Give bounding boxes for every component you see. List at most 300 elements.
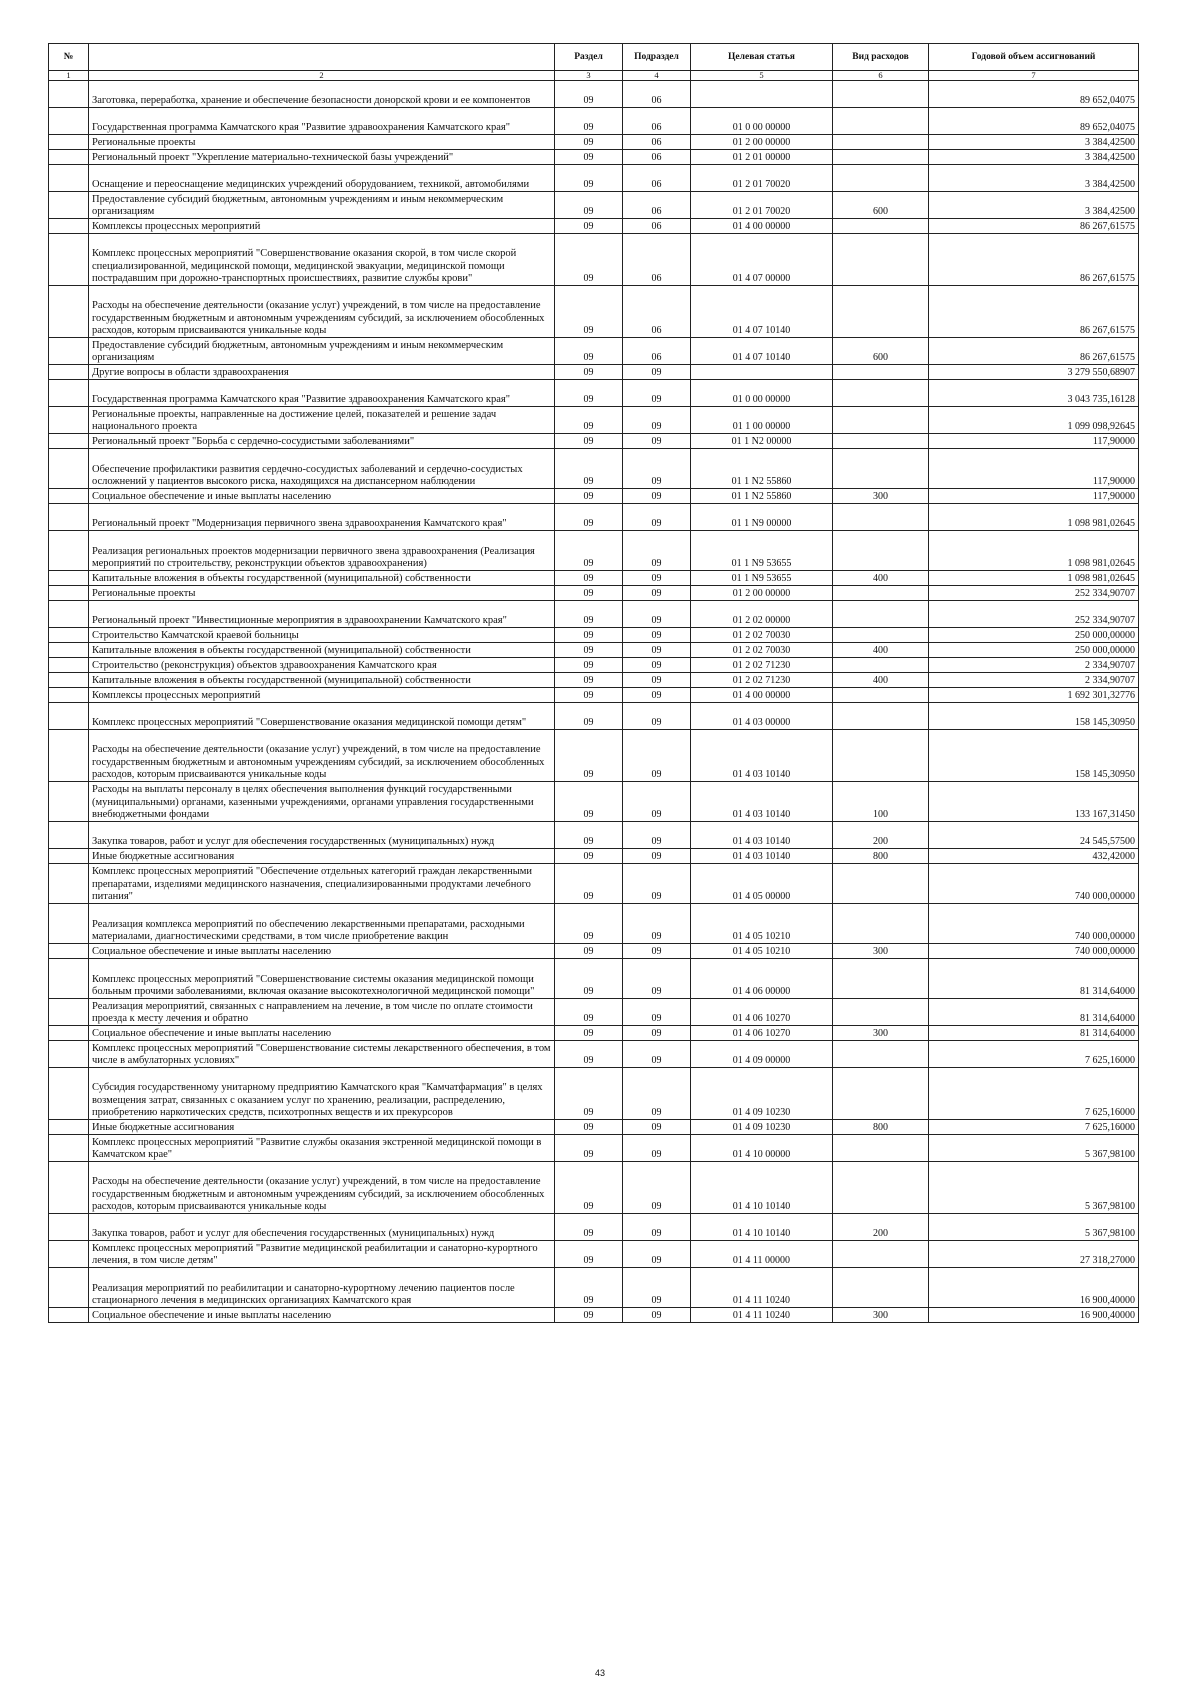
row-subsection-cell: 09 bbox=[623, 864, 691, 904]
row-subsection-cell: 06 bbox=[623, 192, 691, 219]
row-number-cell bbox=[49, 1041, 89, 1068]
row-subsection-cell: 06 bbox=[623, 338, 691, 365]
row-target-cell: 01 2 02 71230 bbox=[691, 673, 833, 688]
budget-table-page bbox=[48, 43, 1138, 1323]
table-row bbox=[49, 150, 1139, 165]
row-subsection-cell: 09 bbox=[623, 904, 691, 944]
row-target-cell: 01 4 07 10140 bbox=[691, 338, 833, 365]
row-section-cell: 09 bbox=[555, 586, 623, 601]
table-row bbox=[49, 407, 1139, 434]
row-amount-cell: 117,90000 bbox=[929, 449, 1139, 489]
table-row bbox=[49, 1308, 1139, 1323]
row-expense-type-cell bbox=[833, 1162, 929, 1214]
row-name-cell: Расходы на обеспечение деятельности (оказание услуг) учреждений, в том числе на предоставление государственным бюджетным и автономным учреждениям субсидий, за исключением обособленных расходов, которым присваиваются уникальные коды bbox=[89, 286, 555, 338]
row-number-cell bbox=[49, 1214, 89, 1241]
row-number-cell bbox=[49, 849, 89, 864]
row-expense-type-cell bbox=[833, 286, 929, 338]
row-amount-cell: 252 334,90707 bbox=[929, 586, 1139, 601]
row-number-cell bbox=[49, 531, 89, 571]
row-target-cell: 01 2 02 70030 bbox=[691, 628, 833, 643]
table-row bbox=[49, 1241, 1139, 1268]
row-subsection-cell: 09 bbox=[623, 688, 691, 703]
row-name-cell: Региональный проект "Инвестиционные мероприятия в здравоохранении Камчатского края" bbox=[89, 601, 555, 628]
row-name-cell: Иные бюджетные ассигнования bbox=[89, 1120, 555, 1135]
table-row bbox=[49, 165, 1139, 192]
row-target-cell: 01 1 N9 53655 bbox=[691, 571, 833, 586]
row-name-cell: Социальное обеспечение и иные выплаты населению bbox=[89, 944, 555, 959]
row-subsection-cell: 09 bbox=[623, 703, 691, 730]
row-name-cell: Социальное обеспечение и иные выплаты населению bbox=[89, 1026, 555, 1041]
row-subsection-cell: 09 bbox=[623, 434, 691, 449]
row-section-cell: 09 bbox=[555, 1241, 623, 1268]
table-row bbox=[49, 673, 1139, 688]
row-section-cell: 09 bbox=[555, 628, 623, 643]
row-expense-type-cell bbox=[833, 449, 929, 489]
row-target-cell: 01 1 N2 00000 bbox=[691, 434, 833, 449]
row-target-cell: 01 2 01 70020 bbox=[691, 165, 833, 192]
row-expense-type-cell bbox=[833, 234, 929, 286]
row-target-cell: 01 4 00 00000 bbox=[691, 219, 833, 234]
row-expense-type-cell bbox=[833, 165, 929, 192]
row-expense-type-cell: 300 bbox=[833, 944, 929, 959]
row-name-cell: Расходы на обеспечение деятельности (оказание услуг) учреждений, в том числе на предоставление государственным бюджетным и автономным учреждениям субсидий, за исключением обособленных расходов, которым присваиваются уникальные коды bbox=[89, 1162, 555, 1214]
header-annual-amount: Годовой объем ассигнований bbox=[929, 44, 1139, 71]
row-expense-type-cell: 200 bbox=[833, 822, 929, 849]
row-target-cell bbox=[691, 81, 833, 108]
row-expense-type-cell bbox=[833, 658, 929, 673]
row-amount-cell: 24 545,57500 bbox=[929, 822, 1139, 849]
row-number-cell bbox=[49, 165, 89, 192]
row-number-cell bbox=[49, 407, 89, 434]
table-row bbox=[49, 365, 1139, 380]
row-expense-type-cell bbox=[833, 380, 929, 407]
row-section-cell: 09 bbox=[555, 1041, 623, 1068]
row-expense-type-cell bbox=[833, 219, 929, 234]
row-expense-type-cell bbox=[833, 904, 929, 944]
row-target-cell bbox=[691, 365, 833, 380]
row-name-cell: Обеспечение профилактики развития сердечно-сосудистых заболеваний и сердечно-сосудистых осложнений у пациентов высокого риска, находящихся на диспансерном наблюдении bbox=[89, 449, 555, 489]
row-name-cell: Оснащение и переоснащение медицинских учреждений оборудованием, техникой, автомобилями bbox=[89, 165, 555, 192]
row-section-cell: 09 bbox=[555, 108, 623, 135]
row-expense-type-cell bbox=[833, 1041, 929, 1068]
row-section-cell: 09 bbox=[555, 407, 623, 434]
table-row bbox=[49, 234, 1139, 286]
column-number: 5 bbox=[691, 71, 833, 81]
row-target-cell: 01 4 03 00000 bbox=[691, 703, 833, 730]
row-section-cell: 09 bbox=[555, 504, 623, 531]
row-subsection-cell: 09 bbox=[623, 1308, 691, 1323]
row-amount-cell: 86 267,61575 bbox=[929, 219, 1139, 234]
row-number-cell bbox=[49, 219, 89, 234]
row-target-cell: 01 4 09 10230 bbox=[691, 1120, 833, 1135]
table-row bbox=[49, 730, 1139, 782]
table-row bbox=[49, 434, 1139, 449]
row-target-cell: 01 4 06 10270 bbox=[691, 1026, 833, 1041]
row-target-cell: 01 2 02 70030 bbox=[691, 643, 833, 658]
row-name-cell: Расходы на выплаты персоналу в целях обеспечения выполнения функций государственными (муниципальными) органами, казенными учреждениями, органами управления государственными внебюджетными фондами bbox=[89, 782, 555, 822]
row-subsection-cell: 09 bbox=[623, 380, 691, 407]
row-section-cell: 09 bbox=[555, 81, 623, 108]
table-row bbox=[49, 1026, 1139, 1041]
row-expense-type-cell: 300 bbox=[833, 489, 929, 504]
row-number-cell bbox=[49, 108, 89, 135]
row-amount-cell: 117,90000 bbox=[929, 434, 1139, 449]
row-number-cell bbox=[49, 571, 89, 586]
row-amount-cell: 7 625,16000 bbox=[929, 1041, 1139, 1068]
row-section-cell: 09 bbox=[555, 1308, 623, 1323]
row-name-cell: Капитальные вложения в объекты государственной (муниципальной) собственности bbox=[89, 673, 555, 688]
row-target-cell: 01 2 00 00000 bbox=[691, 586, 833, 601]
row-section-cell: 09 bbox=[555, 822, 623, 849]
row-expense-type-cell bbox=[833, 81, 929, 108]
row-expense-type-cell bbox=[833, 730, 929, 782]
row-subsection-cell: 09 bbox=[623, 489, 691, 504]
row-expense-type-cell: 800 bbox=[833, 849, 929, 864]
row-name-cell: Комплекс процессных мероприятий "Развитие медицинской реабилитации и санаторно-курортного лечения, в том числе детям" bbox=[89, 1241, 555, 1268]
header-expense-type: Вид расходов bbox=[833, 44, 929, 71]
row-subsection-cell: 09 bbox=[623, 944, 691, 959]
row-amount-cell: 2 334,90707 bbox=[929, 658, 1139, 673]
row-amount-cell: 7 625,16000 bbox=[929, 1120, 1139, 1135]
row-subsection-cell: 06 bbox=[623, 150, 691, 165]
row-amount-cell: 1 098 981,02645 bbox=[929, 531, 1139, 571]
row-number-cell bbox=[49, 1026, 89, 1041]
table-row bbox=[49, 628, 1139, 643]
table-row bbox=[49, 864, 1139, 904]
row-number-cell bbox=[49, 703, 89, 730]
row-amount-cell: 133 167,31450 bbox=[929, 782, 1139, 822]
row-number-cell bbox=[49, 365, 89, 380]
row-name-cell: Региональные проекты bbox=[89, 586, 555, 601]
row-name-cell: Строительство Камчатской краевой больницы bbox=[89, 628, 555, 643]
row-name-cell: Государственная программа Камчатского края "Развитие здравоохранения Камчатского края" bbox=[89, 108, 555, 135]
row-number-cell bbox=[49, 1308, 89, 1323]
row-number-cell bbox=[49, 601, 89, 628]
row-target-cell: 01 4 10 10140 bbox=[691, 1214, 833, 1241]
row-number-cell bbox=[49, 81, 89, 108]
table-row bbox=[49, 380, 1139, 407]
row-section-cell: 09 bbox=[555, 688, 623, 703]
row-number-cell bbox=[49, 959, 89, 999]
row-amount-cell: 250 000,00000 bbox=[929, 643, 1139, 658]
row-expense-type-cell bbox=[833, 434, 929, 449]
row-subsection-cell: 06 bbox=[623, 234, 691, 286]
row-subsection-cell: 09 bbox=[623, 1068, 691, 1120]
row-amount-cell: 89 652,04075 bbox=[929, 108, 1139, 135]
row-name-cell: Региональные проекты, направленные на достижение целей, показателей и решение задач национального проекта bbox=[89, 407, 555, 434]
row-subsection-cell: 09 bbox=[623, 586, 691, 601]
row-name-cell: Иные бюджетные ассигнования bbox=[89, 849, 555, 864]
row-target-cell: 01 1 N9 00000 bbox=[691, 504, 833, 531]
row-expense-type-cell bbox=[833, 601, 929, 628]
table-row bbox=[49, 601, 1139, 628]
row-number-cell bbox=[49, 782, 89, 822]
table-row bbox=[49, 782, 1139, 822]
row-subsection-cell: 06 bbox=[623, 81, 691, 108]
row-subsection-cell: 06 bbox=[623, 135, 691, 150]
row-target-cell: 01 0 00 00000 bbox=[691, 108, 833, 135]
row-amount-cell: 27 318,27000 bbox=[929, 1241, 1139, 1268]
column-number: 2 bbox=[89, 71, 555, 81]
row-expense-type-cell: 400 bbox=[833, 643, 929, 658]
row-number-cell bbox=[49, 688, 89, 703]
row-name-cell: Закупка товаров, работ и услуг для обеспечения государственных (муниципальных) нужд bbox=[89, 1214, 555, 1241]
row-target-cell: 01 1 N2 55860 bbox=[691, 449, 833, 489]
table-row bbox=[49, 108, 1139, 135]
row-section-cell: 09 bbox=[555, 434, 623, 449]
row-target-cell: 01 1 00 00000 bbox=[691, 407, 833, 434]
row-amount-cell: 86 267,61575 bbox=[929, 234, 1139, 286]
row-expense-type-cell bbox=[833, 586, 929, 601]
row-number-cell bbox=[49, 730, 89, 782]
row-subsection-cell: 09 bbox=[623, 1162, 691, 1214]
row-number-cell bbox=[49, 822, 89, 849]
row-expense-type-cell bbox=[833, 108, 929, 135]
row-subsection-cell: 09 bbox=[623, 999, 691, 1026]
row-amount-cell: 1 098 981,02645 bbox=[929, 571, 1139, 586]
row-number-cell bbox=[49, 380, 89, 407]
row-amount-cell: 7 625,16000 bbox=[929, 1068, 1139, 1120]
row-amount-cell: 3 043 735,16128 bbox=[929, 380, 1139, 407]
row-number-cell bbox=[49, 1068, 89, 1120]
row-amount-cell: 250 000,00000 bbox=[929, 628, 1139, 643]
row-amount-cell: 3 279 550,68907 bbox=[929, 365, 1139, 380]
row-amount-cell: 86 267,61575 bbox=[929, 338, 1139, 365]
row-name-cell: Комплекс процессных мероприятий "Совершенствование оказания скорой, в том числе скорой специализированной, медицинской помощи, медицинской эвакуации, медицинской помощи пострадавшим при дорожно-транспортных происшествиях, развитие службы крови" bbox=[89, 234, 555, 286]
row-expense-type-cell bbox=[833, 531, 929, 571]
table-row bbox=[49, 944, 1139, 959]
row-target-cell: 01 2 02 71230 bbox=[691, 658, 833, 673]
row-name-cell: Предоставление субсидий бюджетным, автономным учреждениям и иным некоммерческим организациям bbox=[89, 192, 555, 219]
row-subsection-cell: 09 bbox=[623, 628, 691, 643]
column-number: 3 bbox=[555, 71, 623, 81]
row-target-cell: 01 4 05 10210 bbox=[691, 944, 833, 959]
row-section-cell: 09 bbox=[555, 944, 623, 959]
row-name-cell: Комплексы процессных мероприятий bbox=[89, 688, 555, 703]
row-name-cell: Расходы на обеспечение деятельности (оказание услуг) учреждений, в том числе на предоставление государственным бюджетным и автономным учреждениям субсидий, за исключением обособленных расходов, которым присваиваются уникальные коды bbox=[89, 730, 555, 782]
row-name-cell: Предоставление субсидий бюджетным, автономным учреждениям и иным некоммерческим организациям bbox=[89, 338, 555, 365]
row-section-cell: 09 bbox=[555, 601, 623, 628]
row-number-cell bbox=[49, 504, 89, 531]
header-subsection: Подраздел bbox=[623, 44, 691, 71]
row-name-cell: Реализация комплекса мероприятий по обеспечению лекарственными препаратами, расходными материалами, диагностическими средствами, в том числе приобретение вакцин bbox=[89, 904, 555, 944]
row-target-cell: 01 4 03 10140 bbox=[691, 849, 833, 864]
row-name-cell: Комплекс процессных мероприятий "Совершенствование системы лекарственного обеспечения, в том числе в амбулаторных условиях" bbox=[89, 1041, 555, 1068]
row-number-cell bbox=[49, 904, 89, 944]
row-section-cell: 09 bbox=[555, 165, 623, 192]
row-target-cell: 01 4 05 10210 bbox=[691, 904, 833, 944]
row-section-cell: 09 bbox=[555, 782, 623, 822]
table-row bbox=[49, 1214, 1139, 1241]
row-name-cell: Другие вопросы в области здравоохранения bbox=[89, 365, 555, 380]
row-name-cell: Региональный проект "Укрепление материально-технической базы учреждений" bbox=[89, 150, 555, 165]
row-section-cell: 09 bbox=[555, 338, 623, 365]
row-subsection-cell: 09 bbox=[623, 1214, 691, 1241]
row-number-cell bbox=[49, 150, 89, 165]
row-name-cell: Социальное обеспечение и иные выплаты населению bbox=[89, 1308, 555, 1323]
row-subsection-cell: 09 bbox=[623, 1241, 691, 1268]
row-target-cell: 01 4 03 10140 bbox=[691, 782, 833, 822]
row-subsection-cell: 09 bbox=[623, 1041, 691, 1068]
row-amount-cell: 740 000,00000 bbox=[929, 944, 1139, 959]
row-subsection-cell: 09 bbox=[623, 1026, 691, 1041]
row-subsection-cell: 09 bbox=[623, 449, 691, 489]
row-subsection-cell: 09 bbox=[623, 504, 691, 531]
row-number-cell bbox=[49, 449, 89, 489]
row-name-cell: Реализация региональных проектов модернизации первичного звена здравоохранения (Реализация мероприятий по строительству, реконструкции объектов здравоохранения) bbox=[89, 531, 555, 571]
row-number-cell bbox=[49, 628, 89, 643]
row-target-cell: 01 4 03 10140 bbox=[691, 822, 833, 849]
row-amount-cell: 89 652,04075 bbox=[929, 81, 1139, 108]
row-subsection-cell: 09 bbox=[623, 1268, 691, 1308]
row-subsection-cell: 09 bbox=[623, 673, 691, 688]
row-name-cell: Строительство (реконструкция) объектов здравоохранения Камчатского края bbox=[89, 658, 555, 673]
row-section-cell: 09 bbox=[555, 1162, 623, 1214]
table-row bbox=[49, 489, 1139, 504]
table-row bbox=[49, 849, 1139, 864]
table-row bbox=[49, 1120, 1139, 1135]
table-row bbox=[49, 81, 1139, 108]
row-target-cell: 01 1 N9 53655 bbox=[691, 531, 833, 571]
row-amount-cell: 16 900,40000 bbox=[929, 1268, 1139, 1308]
row-amount-cell: 117,90000 bbox=[929, 489, 1139, 504]
budget-allocation-table bbox=[48, 43, 1139, 1323]
column-number: 7 bbox=[929, 71, 1139, 81]
row-amount-cell: 5 367,98100 bbox=[929, 1162, 1139, 1214]
table-row bbox=[49, 959, 1139, 999]
table-row bbox=[49, 192, 1139, 219]
row-subsection-cell: 09 bbox=[623, 643, 691, 658]
row-number-cell bbox=[49, 1241, 89, 1268]
row-expense-type-cell bbox=[833, 150, 929, 165]
row-section-cell: 09 bbox=[555, 864, 623, 904]
header-section: Раздел bbox=[555, 44, 623, 71]
table-row bbox=[49, 338, 1139, 365]
column-number: 6 bbox=[833, 71, 929, 81]
table-row bbox=[49, 1041, 1139, 1068]
row-section-cell: 09 bbox=[555, 999, 623, 1026]
row-section-cell: 09 bbox=[555, 1135, 623, 1162]
table-row bbox=[49, 1268, 1139, 1308]
table-row bbox=[49, 504, 1139, 531]
page-number: 43 bbox=[594, 1668, 605, 1678]
row-target-cell: 01 4 09 10230 bbox=[691, 1068, 833, 1120]
row-amount-cell: 1 099 098,92645 bbox=[929, 407, 1139, 434]
row-name-cell: Региональный проект "Модернизация первичного звена здравоохранения Камчатского края" bbox=[89, 504, 555, 531]
table-row bbox=[49, 999, 1139, 1026]
row-target-cell: 01 4 07 10140 bbox=[691, 286, 833, 338]
row-subsection-cell: 06 bbox=[623, 108, 691, 135]
table-header-row bbox=[49, 44, 1139, 71]
table-row bbox=[49, 904, 1139, 944]
row-target-cell: 01 4 11 10240 bbox=[691, 1268, 833, 1308]
table-row bbox=[49, 703, 1139, 730]
row-number-cell bbox=[49, 192, 89, 219]
row-amount-cell: 740 000,00000 bbox=[929, 904, 1139, 944]
row-number-cell bbox=[49, 489, 89, 504]
row-expense-type-cell bbox=[833, 1068, 929, 1120]
row-number-cell bbox=[49, 234, 89, 286]
row-subsection-cell: 09 bbox=[623, 782, 691, 822]
row-expense-type-cell bbox=[833, 365, 929, 380]
row-target-cell: 01 4 10 00000 bbox=[691, 1135, 833, 1162]
row-amount-cell: 5 367,98100 bbox=[929, 1135, 1139, 1162]
table-row bbox=[49, 586, 1139, 601]
row-section-cell: 09 bbox=[555, 365, 623, 380]
row-amount-cell: 81 314,64000 bbox=[929, 999, 1139, 1026]
row-target-cell: 01 2 01 70020 bbox=[691, 192, 833, 219]
row-number-cell bbox=[49, 944, 89, 959]
row-amount-cell: 3 384,42500 bbox=[929, 165, 1139, 192]
row-amount-cell: 3 384,42500 bbox=[929, 192, 1139, 219]
row-expense-type-cell bbox=[833, 1241, 929, 1268]
row-name-cell: Капитальные вложения в объекты государственной (муниципальной) собственности bbox=[89, 643, 555, 658]
table-row bbox=[49, 286, 1139, 338]
table-row bbox=[49, 449, 1139, 489]
row-section-cell: 09 bbox=[555, 286, 623, 338]
row-name-cell: Закупка товаров, работ и услуг для обеспечения государственных (муниципальных) нужд bbox=[89, 822, 555, 849]
table-row bbox=[49, 643, 1139, 658]
table-row bbox=[49, 822, 1139, 849]
table-row bbox=[49, 531, 1139, 571]
row-expense-type-cell bbox=[833, 1135, 929, 1162]
row-amount-cell: 158 145,30950 bbox=[929, 730, 1139, 782]
row-amount-cell: 2 334,90707 bbox=[929, 673, 1139, 688]
row-name-cell: Реализация мероприятий, связанных с направлением на лечение, в том числе по оплате стоимости проезда к месту лечения и обратно bbox=[89, 999, 555, 1026]
table-row bbox=[49, 135, 1139, 150]
row-name-cell: Капитальные вложения в объекты государственной (муниципальной) собственности bbox=[89, 571, 555, 586]
row-target-cell: 01 4 09 00000 bbox=[691, 1041, 833, 1068]
row-section-cell: 09 bbox=[555, 380, 623, 407]
row-number-cell bbox=[49, 658, 89, 673]
row-subsection-cell: 09 bbox=[623, 407, 691, 434]
row-amount-cell: 81 314,64000 bbox=[929, 959, 1139, 999]
row-expense-type-cell: 600 bbox=[833, 192, 929, 219]
table-row bbox=[49, 688, 1139, 703]
row-target-cell: 01 4 06 00000 bbox=[691, 959, 833, 999]
row-section-cell: 09 bbox=[555, 1068, 623, 1120]
row-number-cell bbox=[49, 1135, 89, 1162]
row-expense-type-cell bbox=[833, 959, 929, 999]
row-amount-cell: 3 384,42500 bbox=[929, 150, 1139, 165]
row-expense-type-cell bbox=[833, 628, 929, 643]
row-name-cell: Социальное обеспечение и иные выплаты населению bbox=[89, 489, 555, 504]
row-section-cell: 09 bbox=[555, 489, 623, 504]
row-number-cell bbox=[49, 338, 89, 365]
row-target-cell: 01 4 07 00000 bbox=[691, 234, 833, 286]
row-expense-type-cell bbox=[833, 999, 929, 1026]
row-target-cell: 01 4 11 00000 bbox=[691, 1241, 833, 1268]
row-section-cell: 09 bbox=[555, 234, 623, 286]
row-target-cell: 01 4 11 10240 bbox=[691, 1308, 833, 1323]
row-section-cell: 09 bbox=[555, 730, 623, 782]
row-name-cell: Комплексы процессных мероприятий bbox=[89, 219, 555, 234]
row-subsection-cell: 09 bbox=[623, 959, 691, 999]
row-expense-type-cell: 600 bbox=[833, 338, 929, 365]
row-name-cell: Реализация мероприятий по реабилитации и санаторно-курортному лечению пациентов после стационарного лечения в медицинских организациях Камчатского края bbox=[89, 1268, 555, 1308]
row-amount-cell: 16 900,40000 bbox=[929, 1308, 1139, 1323]
row-amount-cell: 1 098 981,02645 bbox=[929, 504, 1139, 531]
row-target-cell: 01 1 N2 55860 bbox=[691, 489, 833, 504]
column-number: 1 bbox=[49, 71, 89, 81]
table-row bbox=[49, 658, 1139, 673]
row-amount-cell: 81 314,64000 bbox=[929, 1026, 1139, 1041]
table-row bbox=[49, 1068, 1139, 1120]
row-section-cell: 09 bbox=[555, 1214, 623, 1241]
row-amount-cell: 252 334,90707 bbox=[929, 601, 1139, 628]
row-amount-cell: 432,42000 bbox=[929, 849, 1139, 864]
row-number-cell bbox=[49, 1162, 89, 1214]
